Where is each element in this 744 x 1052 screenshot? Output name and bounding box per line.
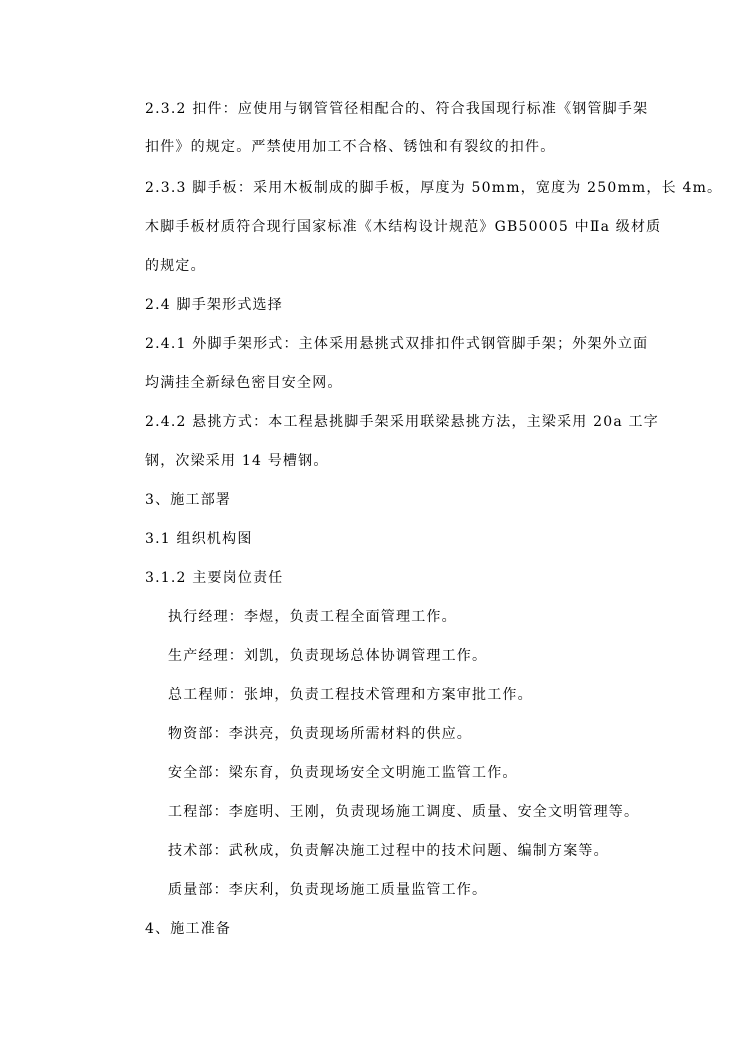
duty-production-manager: 生产经理：刘凯，负责现场总体协调管理工作。	[168, 648, 488, 664]
section-2-3-2-line-2: 扣件》的规定。严禁使用加工不合格、锈蚀和有裂纹的扣件。	[145, 139, 556, 155]
section-2-3-2-line-1: 2.3.2 扣件：应使用与钢管管径相配合的、符合我国现行标准《钢管脚手架	[145, 101, 649, 117]
duty-chief-engineer: 总工程师：张坤，负责工程技术管理和方案审批工作。	[168, 687, 533, 703]
section-4-heading: 4、施工准备	[145, 921, 232, 937]
duty-materials-dept: 物资部：李洪亮，负责现场所需材料的供应。	[168, 726, 472, 742]
section-3-1-heading: 3.1 组织机构图	[145, 531, 253, 547]
duty-technical-dept: 技术部：武秋成，负责解决施工过程中的技术问题、编制方案等。	[168, 843, 609, 859]
duty-quality-dept: 质量部：李庆利，负责现场施工质量监管工作。	[168, 882, 488, 898]
section-3-heading: 3、施工部署	[145, 492, 232, 508]
duty-engineering-dept: 工程部：李庭明、王刚，负责现场施工调度、质量、安全文明管理等。	[168, 804, 640, 820]
section-3-1-2-heading: 3.1.2 主要岗位责任	[145, 570, 284, 586]
duty-executive-manager: 执行经理：李煜，负责工程全面管理工作。	[168, 609, 457, 625]
section-2-3-3-line-3: 的规定。	[145, 258, 206, 274]
section-2-4-1-line-1: 2.4.1 外脚手架形式：主体采用悬挑式双排扣件式钢管脚手架；外架外立面	[145, 336, 649, 352]
section-2-4-2-line-2: 钢，次梁采用 14 号槽钢。	[145, 453, 329, 469]
section-2-4-2-line-1: 2.4.2 悬挑方式：本工程悬挑脚手架采用联梁悬挑方法，主梁采用 20a 工字	[145, 414, 659, 430]
section-2-4-heading: 2.4 脚手架形式选择	[145, 297, 283, 313]
section-2-4-1-line-2: 均满挂全新绿色密目安全网。	[145, 375, 343, 391]
section-2-3-3-line-1: 2.3.3 脚手板：采用木板制成的脚手板，厚度为 50mm，宽度为 250mm，长 4m。	[145, 180, 723, 196]
duty-safety-dept: 安全部：梁东育，负责现场安全文明施工监管工作。	[168, 765, 518, 781]
section-2-3-3-line-2: 木脚手板材质符合现行国家标准《木结构设计规范》GB50005 中Ⅱa 级材质	[145, 219, 662, 235]
